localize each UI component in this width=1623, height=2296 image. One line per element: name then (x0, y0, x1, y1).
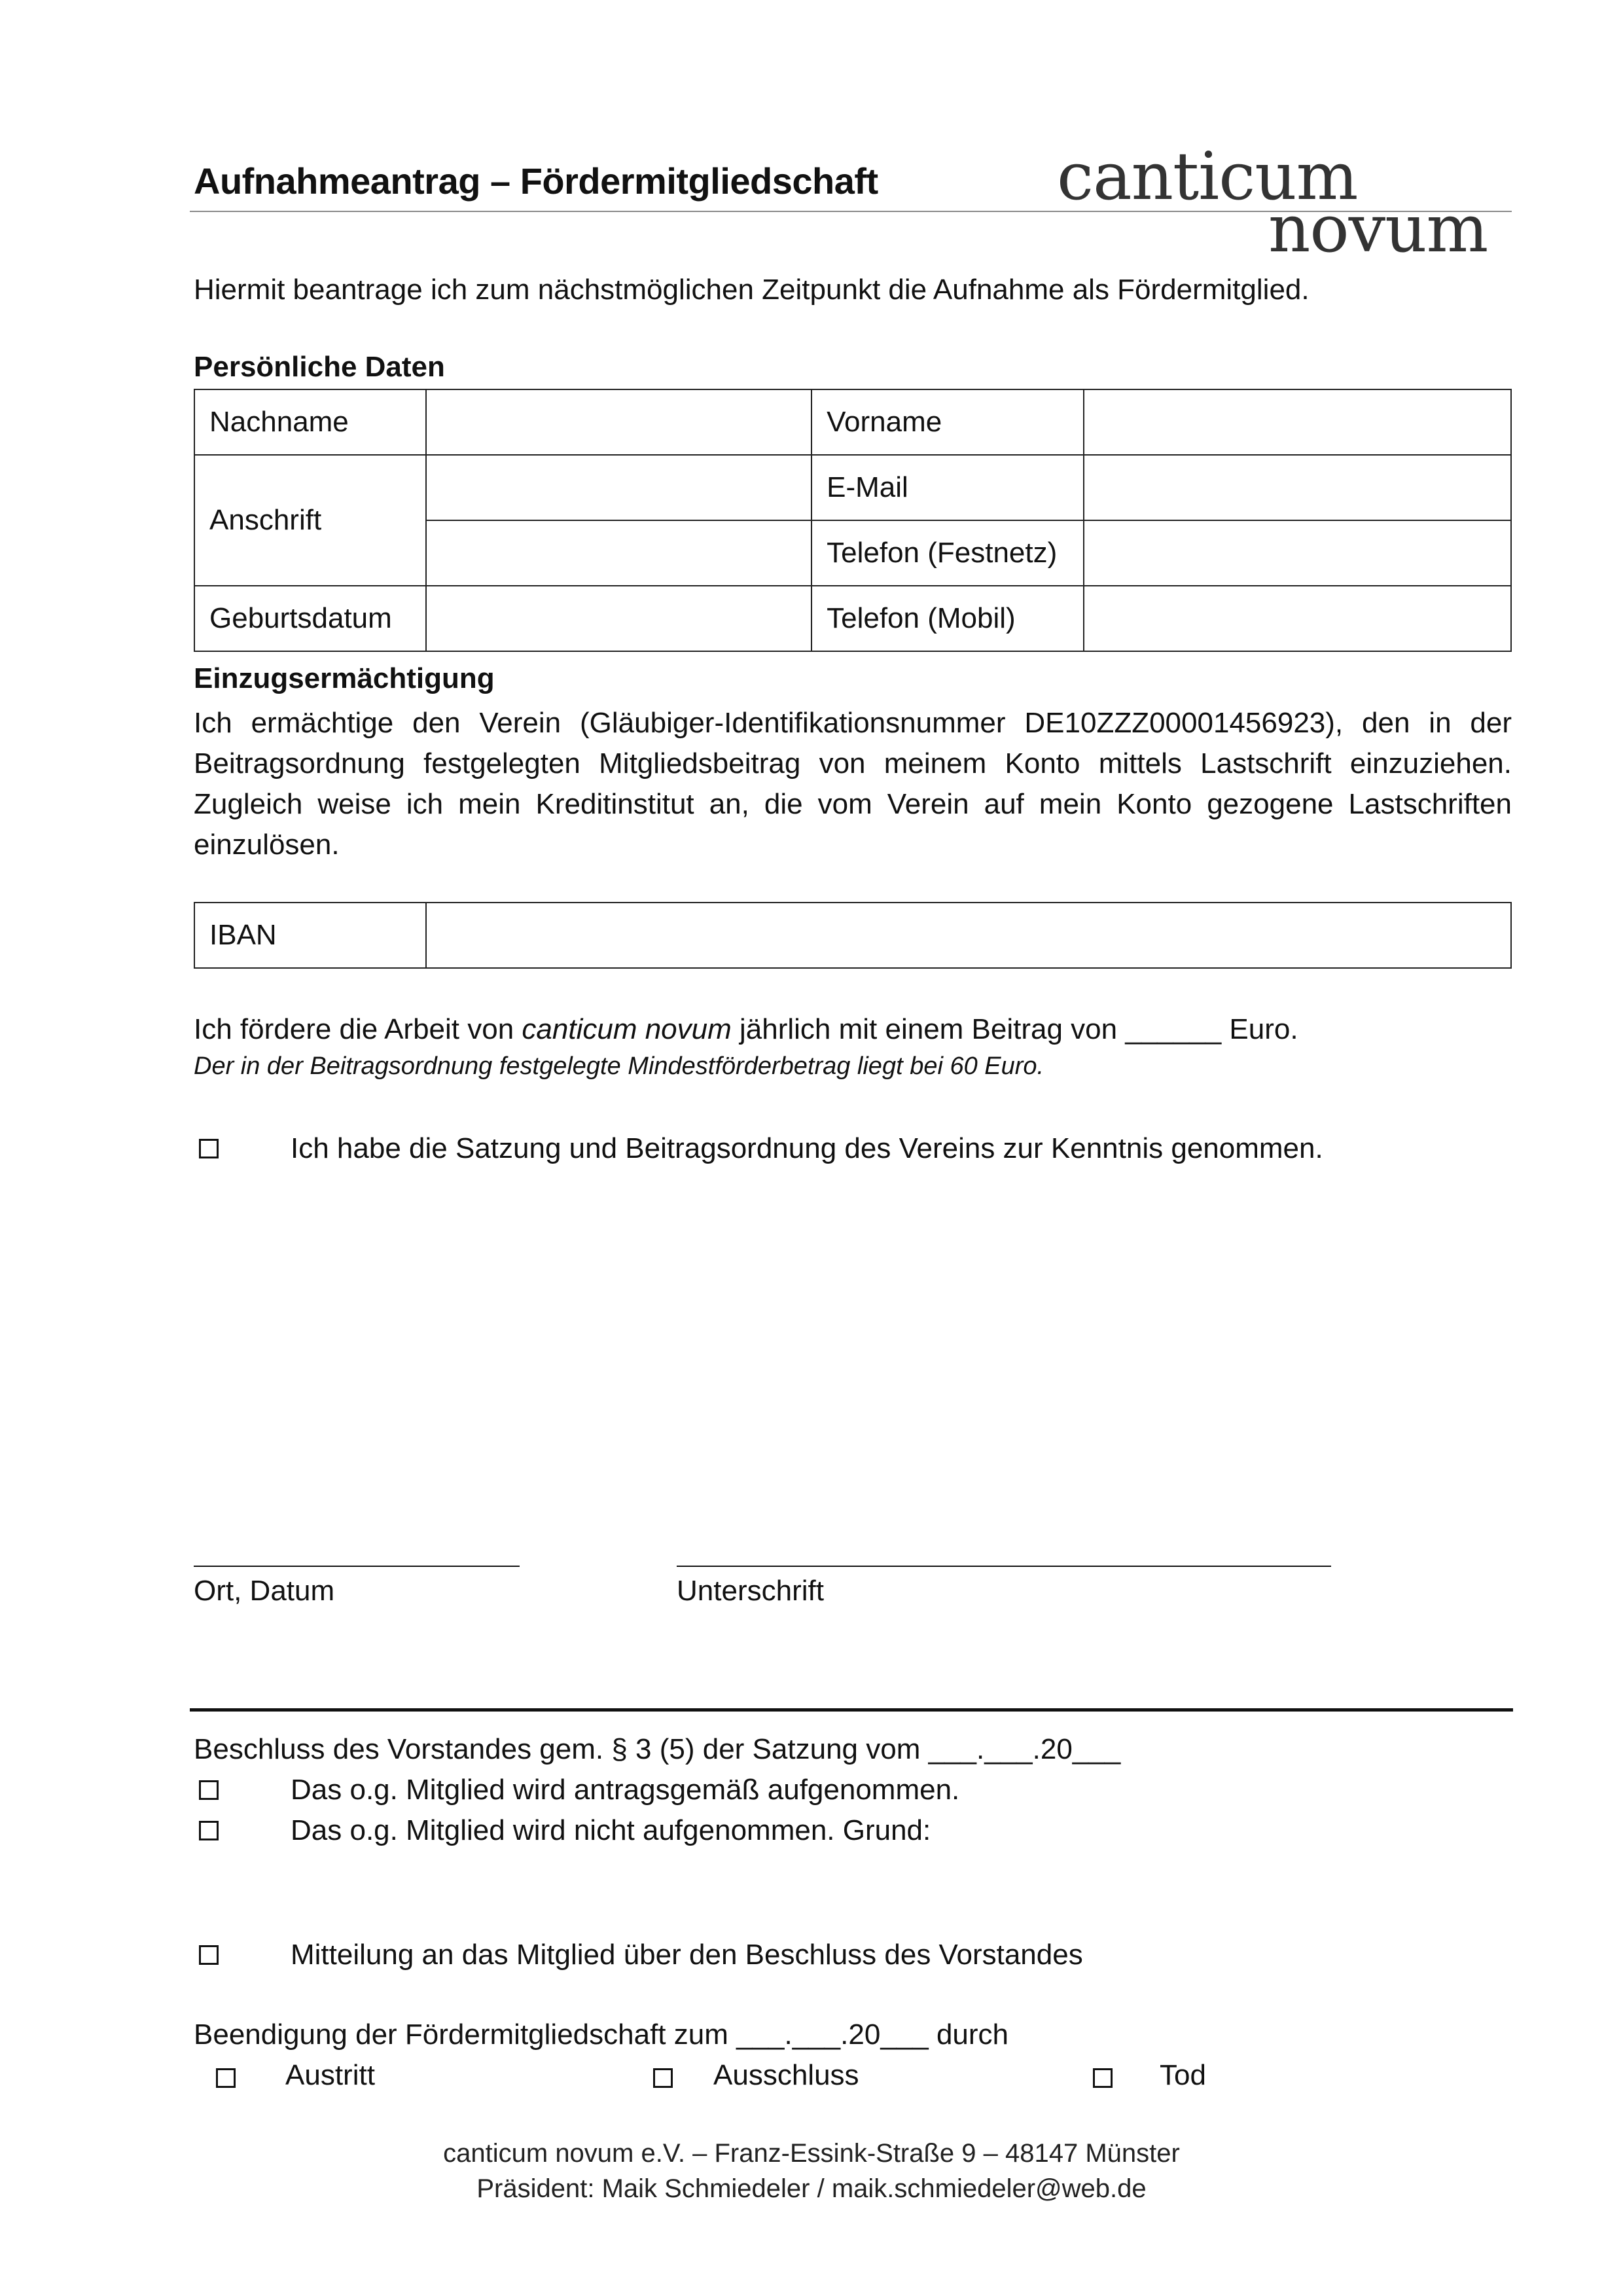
festnetz-field[interactable] (1084, 520, 1511, 586)
email-field[interactable] (1084, 455, 1511, 520)
personal-data-heading: Persönliche Daten (194, 351, 445, 383)
page-title: Aufnahmeantrag – Fördermitgliedschaft (194, 160, 878, 202)
accepted-checkbox[interactable] (199, 1780, 219, 1800)
label-vorname: Vorname (812, 389, 1084, 455)
logo-line-2: novum (1268, 190, 1488, 267)
intro-text: Hiermit beantrage ich zum nächstmöglichen Zeitpunkt die Aufnahme als Fördermitglied. (194, 274, 1310, 306)
label-iban: IBAN (194, 903, 426, 968)
board-section-divider (190, 1708, 1513, 1712)
geburtsdatum-field[interactable] (426, 586, 812, 651)
contribution-line (194, 1009, 1298, 1050)
label-festnetz: Telefon (Festnetz) (812, 520, 1084, 586)
ausschluss-label: Ausschluss (713, 2059, 859, 2091)
rejected-checkbox[interactable] (199, 1821, 219, 1840)
personal-data-table (194, 389, 1512, 652)
label-mobil: Telefon (Mobil) (812, 586, 1084, 651)
mandate-text: Ich ermächtige den Verein (Gläubiger-Identifikationsnummer DE10ZZZ00001456923), den in der Beitragsordnung festgelegten Mitgliedsbeitrag von meinem Konto mittels Lastschrift einzuziehen. Zugleich weise ich mein Kreditinstitut an, die vom Verein auf mein Konto gezogene Lastschriften einzulösen. (194, 707, 1512, 861)
label-email: E-Mail (812, 455, 1084, 520)
notification-checkbox[interactable] (199, 1945, 219, 1965)
canticum-novum-logo (1057, 138, 1528, 267)
logo-line-1: canticum (1057, 138, 1358, 215)
nachname-field[interactable] (426, 389, 812, 455)
place-date-label: Ort, Datum (194, 1575, 335, 1607)
tod-checkbox[interactable] (1093, 2068, 1113, 2088)
termination-text: Beendigung der Fördermitgliedschaft zum ___.___.20___ durch (194, 2018, 1009, 2051)
label-nachname: Nachname (194, 389, 426, 455)
signature-label: Unterschrift (677, 1575, 824, 1607)
footer-contact: Präsident: Maik Schmiedeler / maik.schmiedeler@web.de (476, 2174, 1147, 2203)
mandate-heading: Einzugsermächtigung (194, 662, 495, 694)
austritt-label: Austritt (285, 2059, 375, 2091)
board-resolution-text: Beschluss des Vorstandes gem. § 3 (5) der Satzung vom ___.___.20___ (194, 1733, 1121, 1765)
notification-text: Mitteilung an das Mitglied über den Beschluss des Vorstandes (291, 1939, 1083, 1971)
austritt-checkbox[interactable] (216, 2068, 236, 2088)
footer-address: canticum novum e.V. – Franz-Essink-Straße 9 – 48147 Münster (443, 2139, 1180, 2168)
rejected-text: Das o.g. Mitglied wird nicht aufgenommen. Grund: (291, 1814, 931, 1846)
ausschluss-checkbox[interactable] (653, 2068, 673, 2088)
label-geburtsdatum: Geburtsdatum (194, 586, 426, 651)
accepted-text: Das o.g. Mitglied wird antragsgemäß aufgenommen. (291, 1774, 960, 1806)
contribution-note: Der in der Beitragsordnung festgelegte Mindestförderbetrag liegt bei 60 Euro. (194, 1052, 1044, 1080)
anschrift-field-1[interactable] (426, 455, 812, 520)
anschrift-field-2[interactable] (426, 520, 812, 586)
contribution-org-name: canticum novum (522, 1013, 732, 1045)
place-date-line[interactable] (194, 1566, 520, 1567)
acknowledgement-text: Ich habe die Satzung und Beitragsordnung des Vereins zur Kenntnis genommen. (291, 1132, 1323, 1164)
acknowledgement-checkbox[interactable] (199, 1139, 219, 1158)
iban-table (194, 902, 1512, 969)
contribution-prefix: Ich fördere die Arbeit von (194, 1013, 522, 1045)
tod-label: Tod (1160, 2059, 1206, 2091)
mobil-field[interactable] (1084, 586, 1511, 651)
vorname-field[interactable] (1084, 389, 1511, 455)
iban-field[interactable] (426, 903, 1511, 968)
signature-line[interactable] (677, 1566, 1331, 1567)
contribution-suffix: jährlich mit einem Beitrag von ______ Euro. (731, 1013, 1298, 1045)
label-anschrift: Anschrift (194, 455, 426, 586)
